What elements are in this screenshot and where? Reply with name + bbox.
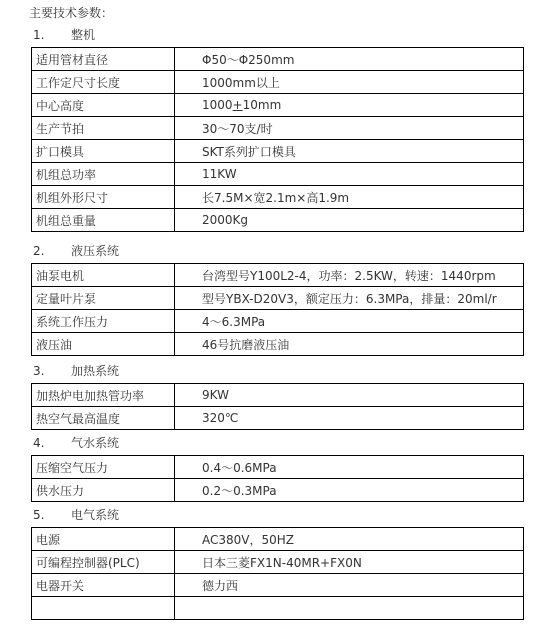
page-title: 主要技术参数：	[29, 6, 114, 20]
table-row	[32, 384, 524, 407]
table-row	[32, 551, 524, 574]
spec-label: 电源	[32, 528, 175, 551]
table-row	[32, 140, 524, 163]
value-part: 1000	[202, 98, 233, 112]
spec-table-electrical	[31, 527, 524, 620]
spec-label: 电器开关	[32, 574, 175, 597]
table-row	[32, 48, 524, 71]
spec-label: 热空气最高温度	[32, 407, 175, 430]
table-row	[32, 71, 524, 94]
table-row	[32, 333, 524, 356]
spec-table-air-water	[31, 455, 524, 502]
table-row	[32, 186, 524, 209]
section-name: 液压系统	[71, 244, 120, 258]
spec-table-heating	[31, 383, 524, 430]
spec-value: 9KW	[175, 384, 524, 407]
table-row	[32, 528, 524, 551]
spec-label: 加热炉电加热管功率	[32, 384, 175, 407]
spec-label: 工作定尺寸长度	[32, 71, 175, 94]
section-hydraulic	[31, 240, 533, 356]
spec-value: 320℃	[175, 407, 524, 430]
table-row	[32, 310, 524, 333]
spec-label: 扩口模具	[32, 140, 175, 163]
spec-value: 4～6.3MPa	[175, 310, 524, 333]
table-row	[32, 479, 524, 502]
section-number: 1.	[33, 28, 45, 42]
section-name: 气水系统	[71, 436, 120, 450]
section-number: 3.	[33, 364, 45, 378]
section-name: 电气系统	[71, 508, 120, 522]
section-name: 加热系统	[71, 364, 120, 378]
table-row	[32, 287, 524, 310]
spec-value: SKT系列扩口模具	[175, 140, 524, 163]
table-row	[32, 94, 524, 117]
table-row	[32, 597, 524, 620]
spec-value: 台湾型号Y100L2-4，功率：2.5KW，转速：1440rpm	[175, 264, 524, 287]
table-row	[32, 163, 524, 186]
table-row	[32, 574, 524, 597]
spec-label: 系统工作压力	[32, 310, 175, 333]
spec-value: Φ50～Φ250mm	[175, 48, 524, 71]
spec-value: 11KW	[175, 163, 524, 186]
section-number: 4.	[33, 436, 45, 450]
spec-value: 0.2～0.3MPa	[175, 479, 524, 502]
spec-label	[32, 597, 175, 620]
spec-value: 德力西	[175, 574, 524, 597]
spec-label: 液压油	[32, 333, 175, 356]
section-heading	[31, 360, 533, 383]
spec-label: 机组总重量	[32, 209, 175, 232]
value-part: 10mm	[242, 98, 282, 112]
spec-value: 30～70支/时	[175, 117, 524, 140]
section-heading	[31, 240, 533, 263]
spec-label: 机组外形尺寸	[32, 186, 175, 209]
table-row	[32, 407, 524, 430]
spec-label: 定量叶片泵	[32, 287, 175, 310]
section-heating	[31, 360, 533, 430]
spec-value: AC380V，50HZ	[175, 528, 524, 551]
section-number: 5.	[33, 508, 45, 522]
spec-label: 生产节拍	[32, 117, 175, 140]
spec-value: 日本三菱FX1N-40MR+FX0N	[175, 551, 524, 574]
spec-value	[175, 597, 524, 620]
spec-value: 46号抗磨液压油	[175, 333, 524, 356]
spec-value: 0.4～0.6MPa	[175, 456, 524, 479]
spec-label: 适用管材直径	[32, 48, 175, 71]
spec-label: 供水压力	[32, 479, 175, 502]
plus-minus-sign: +	[232, 98, 243, 112]
spec-value: 型号YBX-D20V3，额定压力：6.3MPa，排量：20ml/r	[175, 287, 524, 310]
table-row	[32, 209, 524, 232]
section-number: 2.	[33, 244, 45, 258]
spec-label: 压缩空气压力	[32, 456, 175, 479]
section-name: 整机	[71, 28, 96, 42]
section-air-water	[31, 432, 533, 502]
section-machine	[31, 24, 533, 232]
spec-label: 可编程控制器(PLC)	[32, 551, 175, 574]
spec-value: 1000mm以上	[175, 71, 524, 94]
spec-value	[175, 94, 524, 117]
spec-table-hydraulic	[31, 263, 524, 356]
spec-label: 中心高度	[32, 94, 175, 117]
table-row	[32, 264, 524, 287]
spec-label: 机组总功率	[32, 163, 175, 186]
table-row	[32, 456, 524, 479]
section-heading	[31, 504, 533, 527]
table-row	[32, 117, 524, 140]
spec-label: 油泵电机	[32, 264, 175, 287]
section-heading	[31, 432, 533, 455]
spec-table-machine	[31, 47, 524, 232]
section-electrical	[31, 504, 533, 620]
section-heading	[31, 24, 533, 47]
spec-value: 2000Kg	[175, 209, 524, 232]
spec-value: 长7.5M×宽2.1m×高1.9m	[175, 186, 524, 209]
